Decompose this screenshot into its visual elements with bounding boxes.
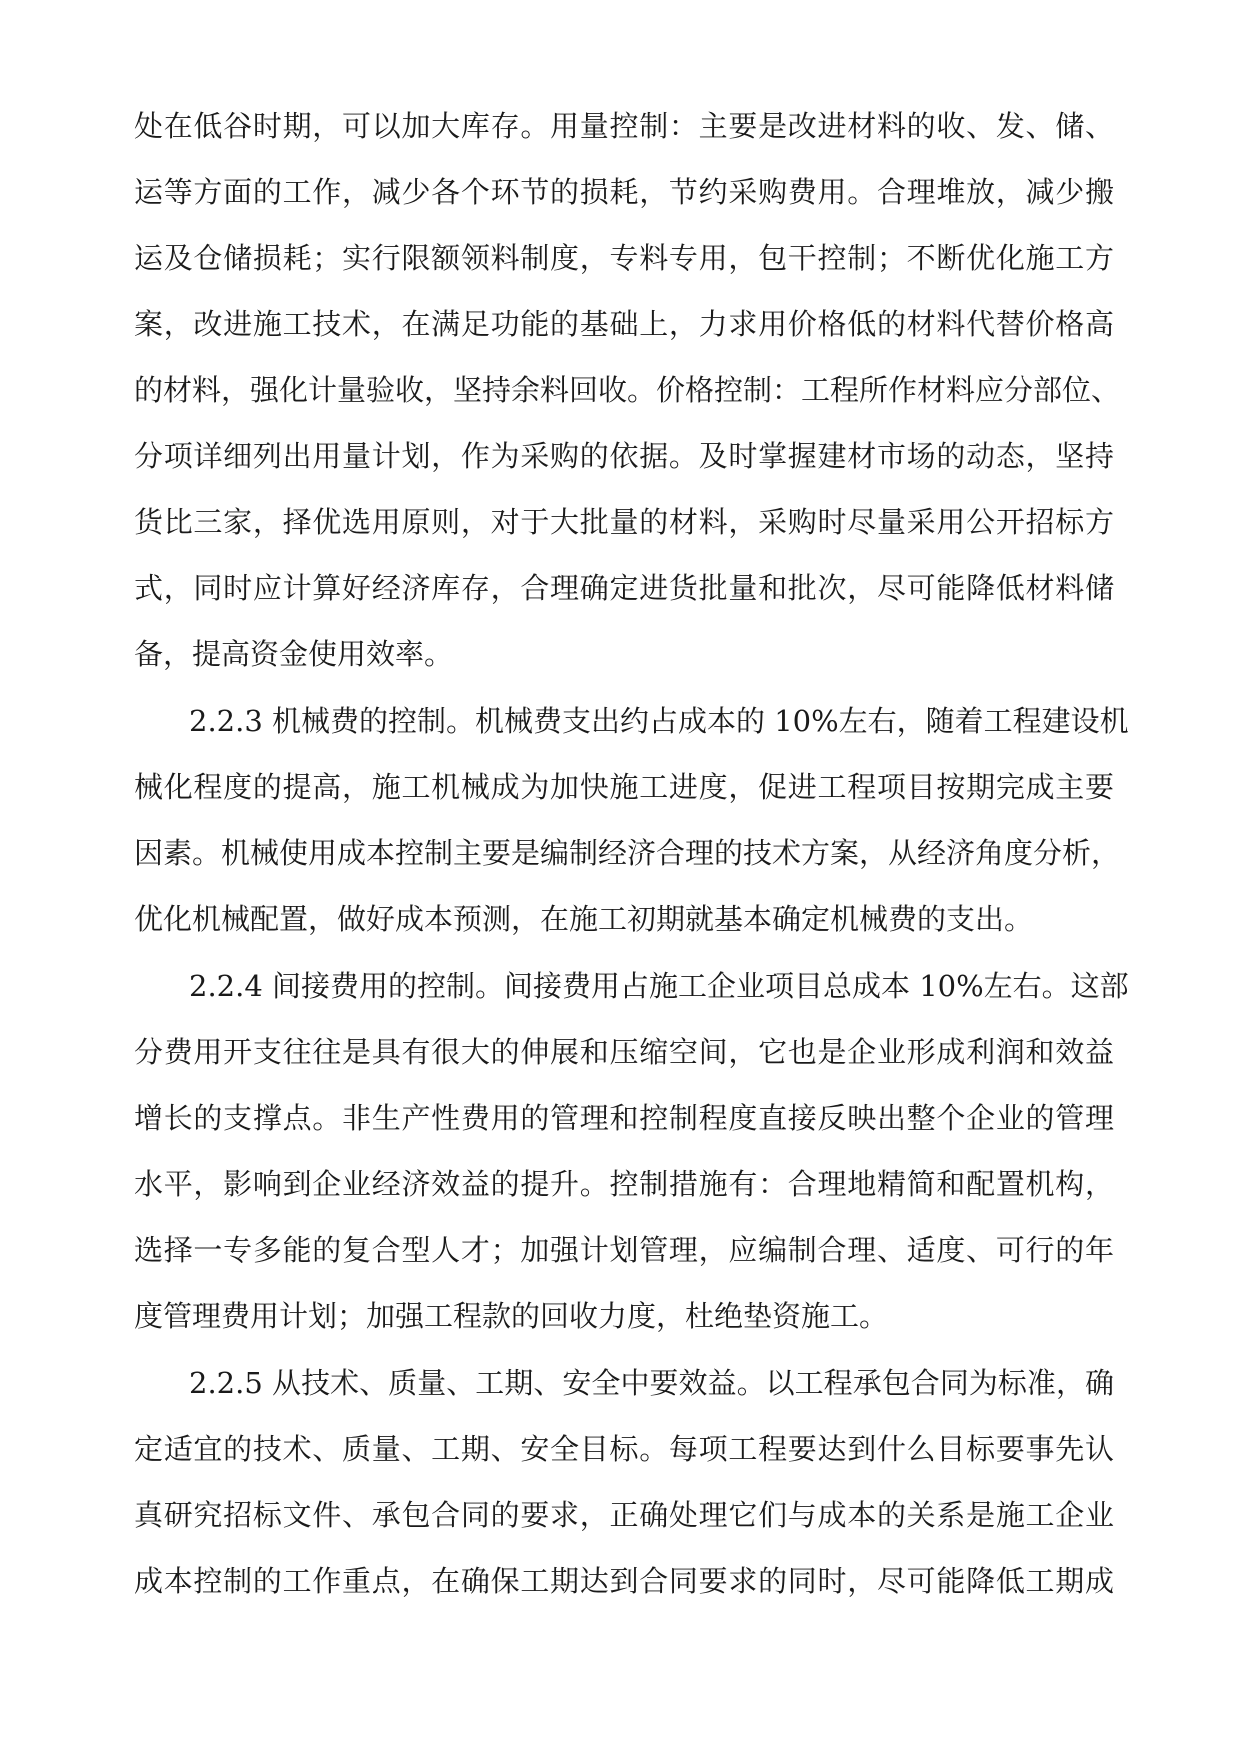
- text-line: 因素。机械使用成本控制主要是编制经济合理的技术方案，从经济角度分析，: [134, 836, 1121, 870]
- text-line: 运等方面的工作，减少各个环节的损耗，节约采购费用。合理堆放，减少搬: [134, 175, 1114, 209]
- text-line: 优化机械配置，做好成本预测，在施工初期就基本确定机械费的支出。: [134, 902, 1034, 936]
- text-line: 分项详细列出用量计划，作为采购的依据。及时掌握建材市场的动态，坚持: [134, 439, 1114, 473]
- text-line: 式，同时应计算好经济库存，合理确定进货批量和批次，尽可能降低材料储: [134, 571, 1114, 605]
- text-line: 运及仓储损耗；实行限额领料制度，专料专用，包干控制；不断优化施工方: [134, 241, 1114, 275]
- text-line: 度管理费用计划；加强工程款的回收力度，杜绝垫资施工。: [134, 1299, 889, 1333]
- section-heading-2-2-4: 2.2.4 间接费用的控制。间接费用占施工企业项目总成本 10%左右。这部: [189, 969, 1129, 1003]
- text-line: 备，提高资金使用效率。: [134, 637, 454, 671]
- text-line: 分费用开支往往是具有很大的伸展和压缩空间，它也是企业形成利润和效益: [134, 1035, 1114, 1069]
- section-heading-2-2-3: 2.2.3 机械费的控制。机械费支出约占成本的 10%左右，随着工程建设机: [189, 704, 1129, 738]
- text-line: 选择一专多能的复合型人才；加强计划管理，应编制合理、适度、可行的年: [134, 1233, 1114, 1267]
- text-line: 处在低谷时期，可以加大库存。用量控制：主要是改进材料的收、发、储、: [134, 109, 1114, 143]
- text-line: 增长的支撑点。非生产性费用的管理和控制程度直接反映出整个企业的管理: [134, 1101, 1114, 1135]
- text-line: 械化程度的提高，施工机械成为加快施工进度，促进工程项目按期完成主要: [134, 770, 1114, 804]
- section-heading-2-2-5: 2.2.5 从技术、质量、工期、安全中要效益。以工程承包合同为标准，确: [189, 1366, 1114, 1400]
- text-line: 案，改进施工技术，在满足功能的基础上，力求用价格低的材料代替价格高: [134, 307, 1114, 341]
- text-line: 水平，影响到企业经济效益的提升。控制措施有：合理地精简和配置机构，: [134, 1167, 1114, 1201]
- text-line: 成本控制的工作重点，在确保工期达到合同要求的同时，尽可能降低工期成: [134, 1564, 1114, 1598]
- text-line: 真研究招标文件、承包合同的要求，正确处理它们与成本的关系是施工企业: [134, 1498, 1114, 1532]
- text-line: 的材料，强化计量验收，坚持余料回收。价格控制：工程所作材料应分部位、: [134, 373, 1121, 407]
- text-line: 货比三家，择优选用原则，对于大批量的材料，采购时尽量采用公开招标方: [134, 505, 1114, 539]
- text-line: 定适宜的技术、质量、工期、安全目标。每项工程要达到什么目标要事先认: [134, 1432, 1114, 1466]
